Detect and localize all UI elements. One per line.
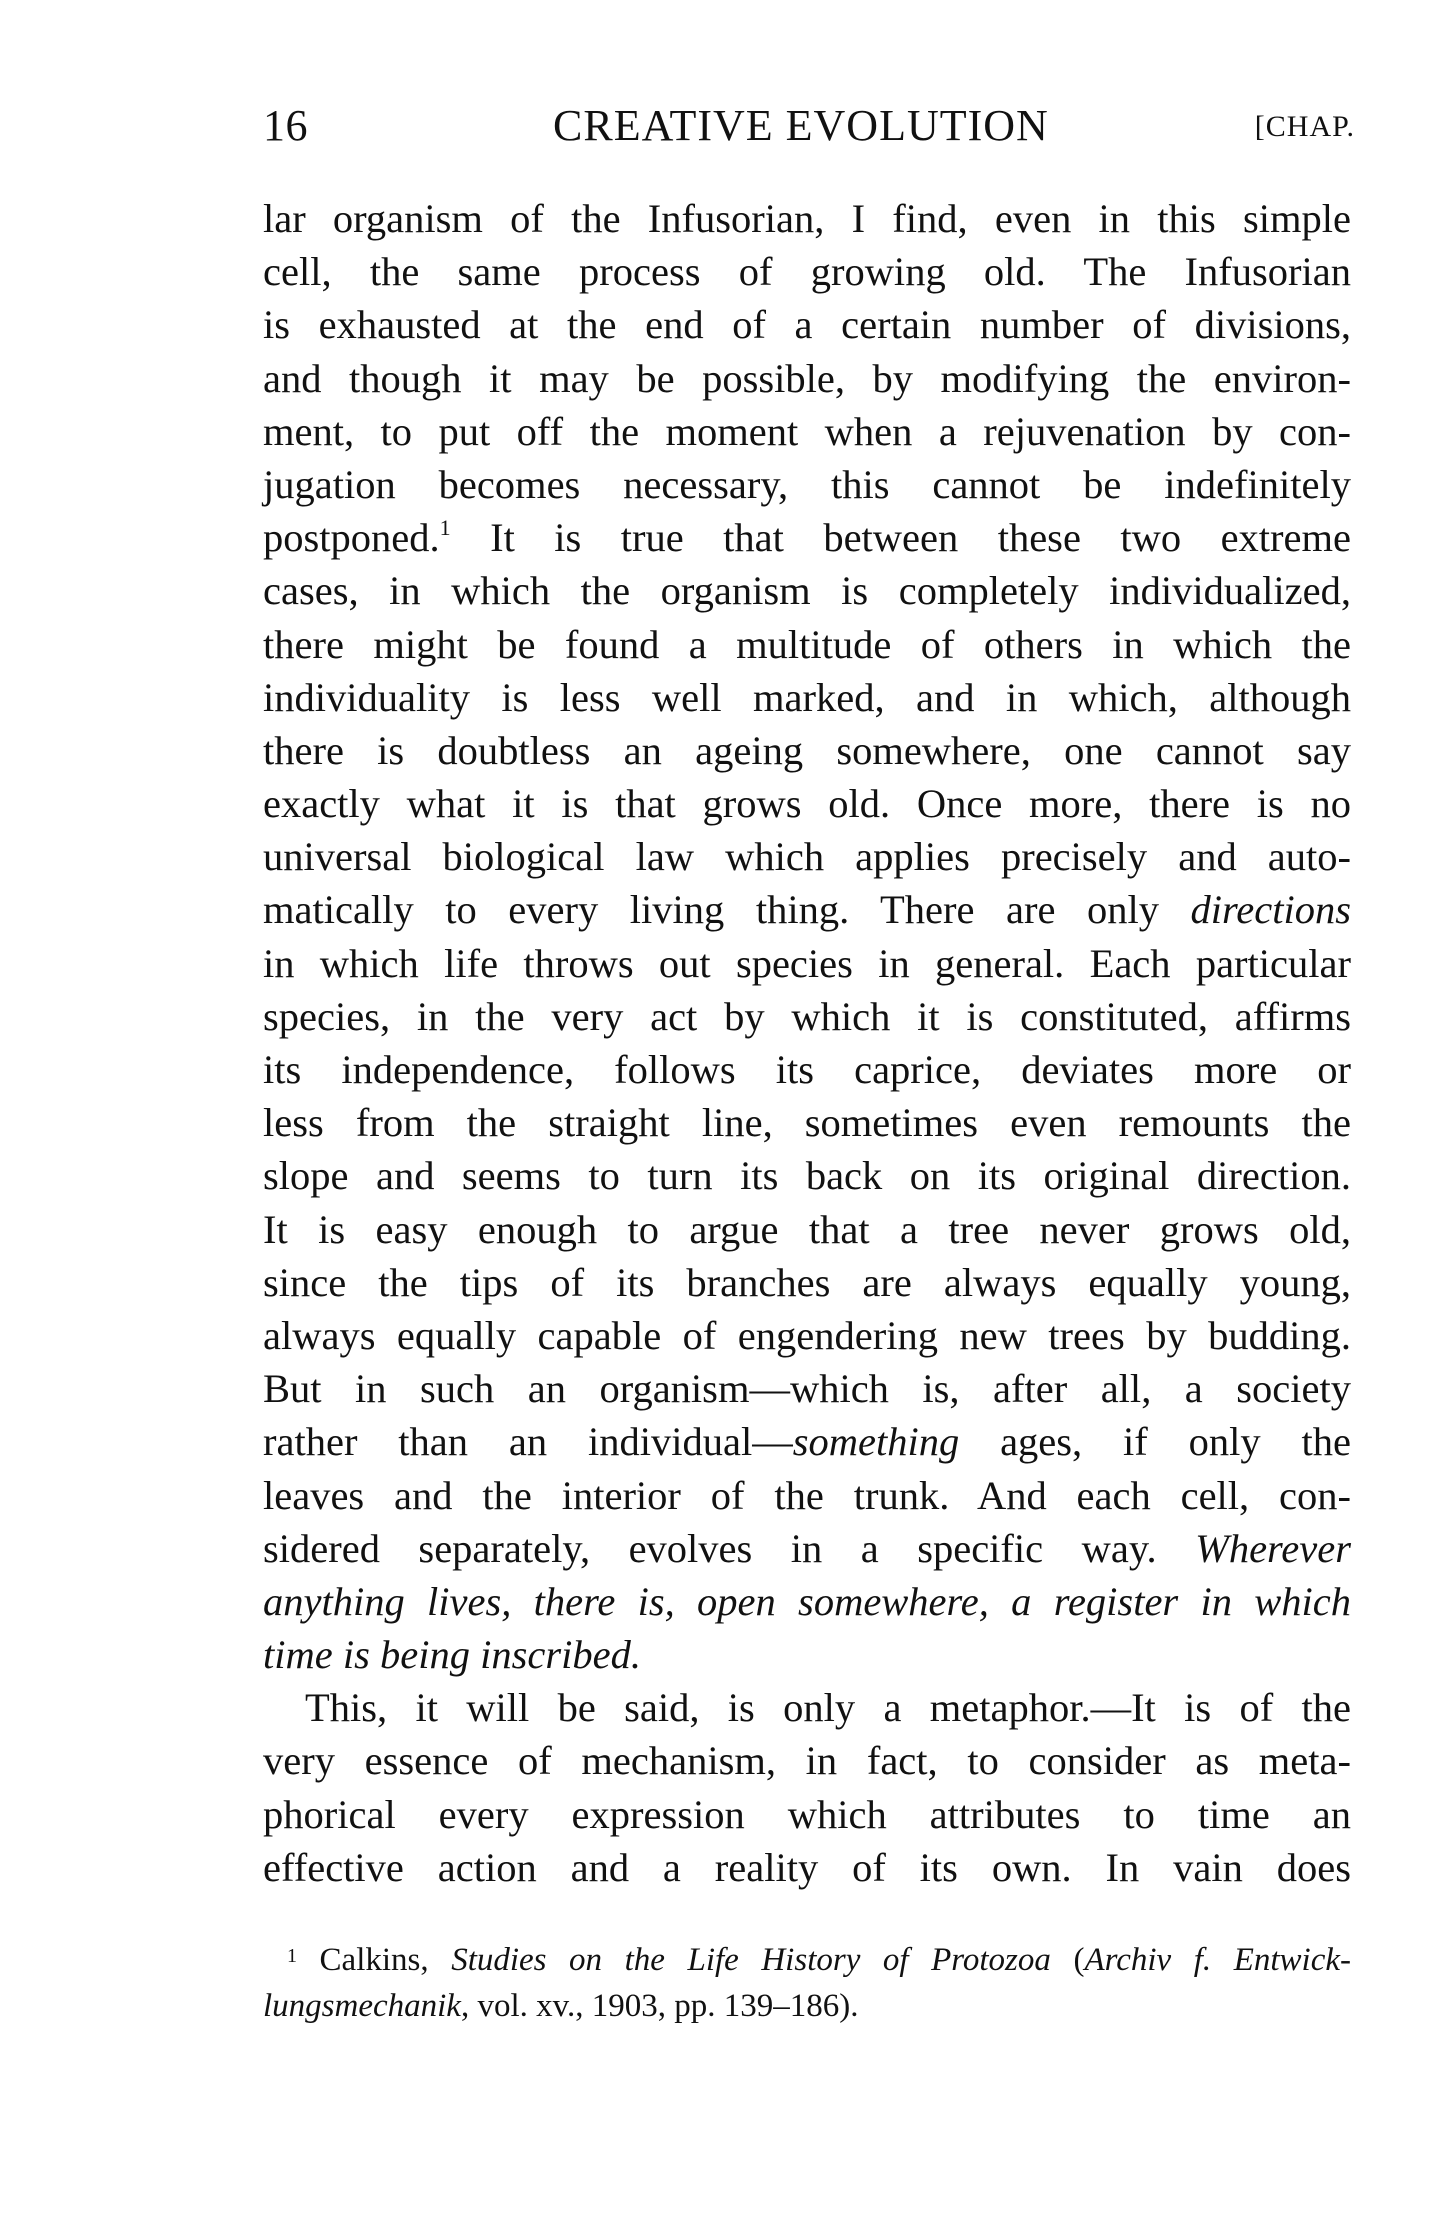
footnote-marker: 1: [287, 1945, 297, 1967]
text-line: is exhausted at the end of a certain number of divisions,: [263, 302, 1351, 348]
footnote-line: [263, 1937, 1351, 1983]
text-line: less from the straight line, sometimes even remounts the: [263, 1100, 1351, 1146]
text-run: postponed.: [263, 515, 440, 561]
text-line: effective action and a reality of its own. In vain does: [263, 1844, 1351, 1890]
text-line: lar organism of the Infusorian, I find, even in this simple: [263, 196, 1351, 241]
footnote-journal: Archiv f. Entwick-: [1084, 1942, 1351, 1978]
footnote-line: [263, 1983, 1351, 2029]
footnote: [263, 1937, 1351, 2029]
running-header: [263, 100, 1355, 160]
italic-run: Wherever: [1195, 1525, 1351, 1571]
italic-run: directions: [1190, 887, 1351, 933]
text-line: and though it may be possible, by modifying the environ-: [263, 355, 1351, 401]
text-line: since the tips of its branches are always equally young,: [263, 1259, 1351, 1305]
text-run: ages, if only the: [959, 1419, 1351, 1465]
text-line: universal biological law which applies precisely and auto-: [263, 834, 1351, 880]
page-number: 16: [263, 101, 308, 150]
text-line: there is doubtless an ageing somewhere, one cannot say: [263, 727, 1351, 773]
text-line: It is easy enough to argue that a tree never grows old,: [263, 1206, 1351, 1252]
footnote-author: Calkins,: [297, 1942, 452, 1978]
footnote-text: (: [1050, 1942, 1085, 1978]
text-line: [263, 511, 1351, 564]
footnote-text: , vol. xv., 1903, pp. 139–186).: [460, 1988, 859, 2024]
text-line: slope and seems to turn its back on its original direction.: [263, 1153, 1351, 1199]
body-text: [263, 192, 1351, 1894]
text-line: its independence, follows its caprice, deviates more or: [263, 1047, 1351, 1092]
running-title: CREATIVE EVOLUTION: [553, 101, 1049, 150]
text-line: time is being inscribed.: [263, 1632, 641, 1678]
footnote-journal: lungsmechanik: [263, 1988, 461, 2024]
text-line: cases, in which the organism is completely individualized,: [263, 568, 1351, 614]
text-line: phorical every expression which attributes to time an: [263, 1791, 1351, 1837]
text-run: rather than an individual—: [263, 1419, 793, 1465]
chapter-mark: [CHAP.: [1254, 110, 1355, 143]
text-line: exactly what it is that grows old. Once more, there is no: [263, 781, 1351, 827]
text-line: in which life throws out species in general. Each particular: [263, 940, 1351, 986]
text-line: [263, 1415, 1351, 1468]
text-line: jugation becomes necessary, this cannot be indefinitely: [263, 461, 1351, 507]
text-line: there might be found a multitude of others in which the: [263, 621, 1351, 667]
text-run: sidered separately, evolves in a specific way.: [263, 1525, 1196, 1571]
footnote-title: Studies on the Life History of Protozoa: [451, 1942, 1051, 1978]
text-line: anything lives, there is, open somewhere, a register in which: [263, 1578, 1351, 1624]
text-line: leaves and the interior of the trunk. And each cell, con-: [263, 1472, 1351, 1518]
text-line: individuality is less well marked, and in which, although: [263, 674, 1351, 720]
text-line: This, it will be said, is only a metaphor.—It is of the: [305, 1685, 1351, 1731]
text-line: ment, to put off the moment when a rejuvenation by con-: [263, 408, 1351, 454]
text-line: cell, the same process of growing old. The Infusorian: [263, 249, 1351, 295]
footnote-reference: 1: [439, 515, 451, 541]
text-line: But in such an organism—which is, after all, a society: [263, 1366, 1351, 1412]
italic-run: something: [792, 1419, 960, 1465]
text-line: [263, 1522, 1351, 1575]
text-run: It is true that between these two extreme: [450, 515, 1351, 561]
text-line: [263, 883, 1351, 936]
text-run: matically to every living thing. There are only: [263, 887, 1191, 933]
text-line: species, in the very act by which it is constituted, affirms: [263, 993, 1351, 1039]
text-line: always equally capable of engendering new trees by budding.: [263, 1312, 1351, 1358]
text-line: very essence of mechanism, in fact, to consider as meta-: [263, 1738, 1351, 1784]
